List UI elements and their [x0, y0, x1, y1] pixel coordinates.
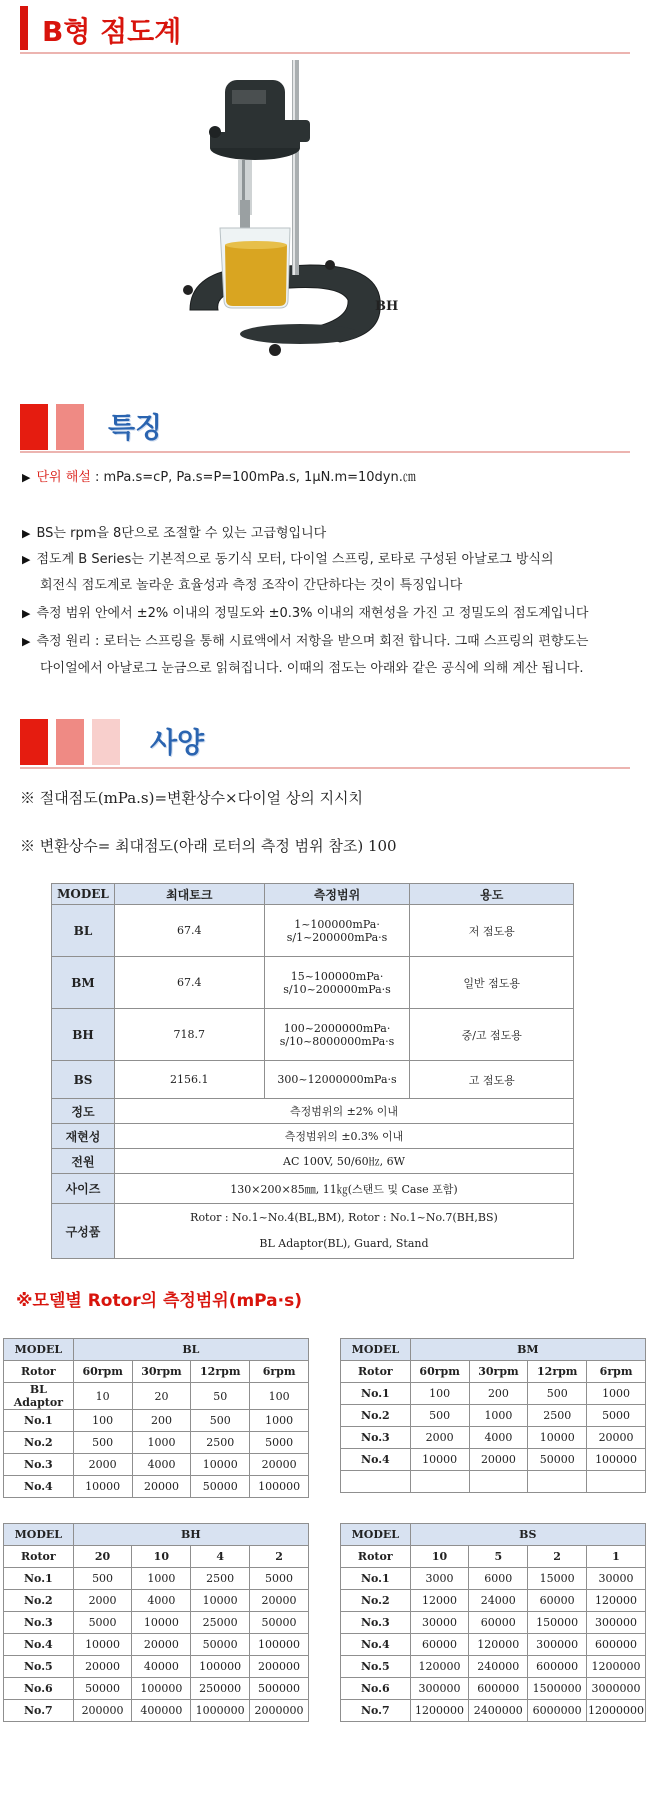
rotor-name-cell: No.1 — [4, 1410, 74, 1432]
rpm-cell: 60rpm — [73, 1361, 132, 1383]
rotor-row — [341, 1427, 646, 1449]
range-value-cell: 400000 — [132, 1700, 191, 1722]
range-value-cell: 30000 — [587, 1568, 646, 1590]
rotor-name-cell: No.3 — [4, 1612, 74, 1634]
range-value-cell: 20000 — [250, 1590, 309, 1612]
rpm-cell: 20 — [73, 1546, 132, 1568]
range-value-cell: 12000 — [410, 1590, 469, 1612]
range-value-cell: 20000 — [469, 1449, 528, 1471]
range-value-cell: 50000 — [191, 1476, 250, 1498]
rotor-label-cell: Rotor — [341, 1546, 411, 1568]
rotor-row — [341, 1700, 646, 1722]
col-range: 측정범위 — [264, 884, 410, 905]
rotor-row — [4, 1656, 309, 1678]
rotor-name-cell: No.7 — [341, 1700, 411, 1722]
rotor-name-cell: No.2 — [341, 1590, 411, 1612]
range-value-cell: 50000 — [191, 1634, 250, 1656]
rotor-row — [4, 1410, 309, 1432]
range-value-cell: 2000 — [73, 1590, 132, 1612]
range-value-cell: 10000 — [191, 1454, 250, 1476]
rotor-header-row — [4, 1339, 309, 1361]
col-use: 용도 — [410, 884, 574, 905]
range-value-cell: 600000 — [528, 1656, 587, 1678]
section-square-3 — [92, 719, 120, 765]
range-value-cell: 120000 — [469, 1634, 528, 1656]
range-value-cell: 500 — [191, 1410, 250, 1432]
rotor-row — [4, 1432, 309, 1454]
range-value-cell: 500 — [73, 1568, 132, 1590]
rpm-cell: 6rpm — [250, 1361, 309, 1383]
bullet-icon: ▶ — [22, 527, 31, 540]
rpm-cell: 12rpm — [191, 1361, 250, 1383]
range-value-cell: 4000 — [132, 1590, 191, 1612]
spec-extra-row: 사이즈 130×200×85㎜, 11㎏(스탠드 및 Case 포함) — [52, 1174, 574, 1204]
range-value-cell: 60000 — [410, 1634, 469, 1656]
range-value-cell: 2500 — [191, 1432, 250, 1454]
rotor-table-bh — [3, 1523, 309, 1722]
rpm-cell: 12rpm — [528, 1361, 587, 1383]
col-torque: 최대토크 — [114, 884, 264, 905]
model-name-cell: BS — [410, 1524, 645, 1546]
range-value-cell: 50000 — [528, 1449, 587, 1471]
rpm-cell: 5 — [469, 1546, 528, 1568]
range-value-cell: 1000000 — [191, 1700, 250, 1722]
rotor-name-cell: No.4 — [341, 1449, 411, 1471]
range-value-cell: 300000 — [587, 1612, 646, 1634]
range-value-cell: 15000 — [528, 1568, 587, 1590]
range-value-cell: 10000 — [191, 1590, 250, 1612]
model-name-cell: BL — [73, 1339, 308, 1361]
range-value-cell: 20000 — [250, 1454, 309, 1476]
range-value-cell: 5000 — [250, 1432, 309, 1454]
range-value-cell: 2000 — [410, 1427, 469, 1449]
range-value-cell: 1000 — [132, 1432, 191, 1454]
rotor-row — [4, 1700, 309, 1722]
range-value-cell: 200 — [132, 1410, 191, 1432]
range-value-cell: 50000 — [250, 1612, 309, 1634]
range-value-cell: 10000 — [73, 1634, 132, 1656]
range-value-cell: 24000 — [469, 1590, 528, 1612]
rotor-header-row — [4, 1524, 309, 1546]
rotor-row — [341, 1471, 646, 1493]
header-divider — [20, 52, 630, 54]
spec-table — [51, 883, 574, 1259]
rotor-rpm-row — [4, 1546, 309, 1568]
rotor-rpm-row — [341, 1546, 646, 1568]
feature-item: 다이얼에서 아날로그 눈금으로 읽혀집니다. 이때의 점도는 아래와 같은 공식에 의해 계산 됩니다. — [40, 661, 584, 676]
range-value-cell: 1000 — [250, 1410, 309, 1432]
range-value-cell: 10000 — [528, 1427, 587, 1449]
spec-title: 사양 — [150, 726, 205, 759]
range-value-cell: 50 — [191, 1383, 250, 1410]
range-value-cell: 60000 — [528, 1590, 587, 1612]
spec-row: BS 2156.1 300~12000000mPa·s 고 점도용 — [52, 1061, 574, 1099]
formula-conversion: ※ 변환상수= 최대점도(아래 로터의 측정 범위 참조) 100 — [20, 837, 397, 855]
range-value-cell: 4000 — [132, 1454, 191, 1476]
range-value-cell: 250000 — [191, 1678, 250, 1700]
rotor-name-cell: No.6 — [341, 1678, 411, 1700]
unit-label: 단위 해설 — [36, 470, 91, 485]
range-value-cell: 1200000 — [410, 1700, 469, 1722]
range-value-cell: 60000 — [469, 1612, 528, 1634]
model-label-cell: MODEL — [4, 1339, 74, 1361]
range-value-cell: 10 — [73, 1383, 132, 1410]
range-value-cell: 600000 — [587, 1634, 646, 1656]
spec-row: BL 67.4 1~100000mPa· s/1~200000mPa·s 저 점도용 — [52, 905, 574, 957]
rotor-label-cell: Rotor — [4, 1361, 74, 1383]
range-value-cell — [410, 1471, 469, 1493]
range-value-cell: 120000 — [587, 1590, 646, 1612]
range-value-cell: 100000 — [250, 1476, 309, 1498]
feature-item: 회전식 점도계로 놀라운 효율성과 측정 조작이 간단하다는 것이 특징입니다 — [40, 578, 463, 593]
range-value-cell: 500 — [528, 1383, 587, 1405]
rotor-name-cell: No.5 — [341, 1656, 411, 1678]
features-title: 특징 — [108, 411, 163, 444]
rpm-cell: 10 — [410, 1546, 469, 1568]
rotor-name-cell: No.3 — [341, 1612, 411, 1634]
model-label-cell: MODEL — [341, 1524, 411, 1546]
feature-item: ▶ 측정 원리 : 로터는 스프링을 통해 시료액에서 저항을 받으며 회전 합니다. 그때 스프링의 편향도는 — [22, 634, 589, 649]
rpm-cell: 2 — [250, 1546, 309, 1568]
range-value-cell: 20000 — [132, 1634, 191, 1656]
range-value-cell: 40000 — [132, 1656, 191, 1678]
range-value-cell: 200 — [469, 1383, 528, 1405]
range-value-cell: 10000 — [132, 1612, 191, 1634]
range-value-cell: 200000 — [250, 1656, 309, 1678]
rotor-table-bm — [340, 1338, 646, 1493]
rotor-label-cell: Rotor — [341, 1361, 411, 1383]
rotor-name-cell: No.2 — [4, 1590, 74, 1612]
range-value-cell — [587, 1471, 646, 1493]
range-value-cell: 20000 — [73, 1656, 132, 1678]
range-value-cell: 600000 — [469, 1678, 528, 1700]
rotor-name-cell: No.2 — [341, 1405, 411, 1427]
range-value-cell — [528, 1471, 587, 1493]
model-label-cell: MODEL — [4, 1524, 74, 1546]
range-value-cell: 1000 — [132, 1568, 191, 1590]
range-value-cell: 1000 — [587, 1383, 646, 1405]
unit-description — [22, 466, 416, 485]
rpm-cell: 1 — [587, 1546, 646, 1568]
viscometer-image — [180, 60, 470, 360]
range-value-cell: 1200000 — [587, 1656, 646, 1678]
section-square-1 — [20, 404, 48, 450]
range-value-cell: 2500 — [528, 1405, 587, 1427]
range-value-cell: 100000 — [191, 1656, 250, 1678]
rotor-name-cell: No.5 — [4, 1656, 74, 1678]
features-divider — [20, 451, 630, 453]
range-value-cell: 5000 — [587, 1405, 646, 1427]
range-value-cell: 300000 — [528, 1634, 587, 1656]
rotor-row — [341, 1656, 646, 1678]
range-value-cell: 1000 — [469, 1405, 528, 1427]
section-square-2 — [56, 719, 84, 765]
rotor-table-bl — [3, 1338, 309, 1498]
rotor-row — [341, 1590, 646, 1612]
range-value-cell: 2500 — [191, 1568, 250, 1590]
bullet-icon: ▶ — [22, 635, 31, 648]
rotor-header-row — [341, 1524, 646, 1546]
range-value-cell — [469, 1471, 528, 1493]
unit-text: : mPa.s=cP, Pa.s=P=100mPa.s, 1μN.m=10dyn.㎝ — [90, 470, 416, 485]
col-model: MODEL — [52, 884, 115, 905]
rotor-range-title: ※모델별 Rotor의 측정범위(mPa·s) — [16, 1291, 303, 1311]
rotor-rpm-row — [341, 1361, 646, 1383]
rotor-name-cell: No.3 — [4, 1454, 74, 1476]
rpm-cell: 30rpm — [469, 1361, 528, 1383]
range-value-cell: 100 — [73, 1410, 132, 1432]
rotor-name-cell: No.1 — [341, 1568, 411, 1590]
spec-extra-row: 정도 측정범위의 ±2% 이내 — [52, 1099, 574, 1124]
rotor-row — [341, 1634, 646, 1656]
rotor-row — [341, 1405, 646, 1427]
feature-item: ▶ BS는 rpm을 8단으로 조절할 수 있는 고급형입니다 — [22, 526, 327, 541]
rotor-name-cell: No.4 — [4, 1634, 74, 1656]
rotor-row — [4, 1476, 309, 1498]
rotor-name-cell: No.2 — [4, 1432, 74, 1454]
section-square-1 — [20, 719, 48, 765]
rotor-row — [341, 1612, 646, 1634]
range-value-cell: 20 — [132, 1383, 191, 1410]
product-model-label: BH — [375, 299, 399, 314]
model-name-cell: BH — [73, 1524, 308, 1546]
range-value-cell: 6000000 — [528, 1700, 587, 1722]
spec-extra-row: 재현성 측정범위의 ±0.3% 이내 — [52, 1124, 574, 1149]
header-accent-bar — [20, 6, 28, 50]
rotor-row — [4, 1678, 309, 1700]
rotor-name-cell: No.1 — [341, 1383, 411, 1405]
spec-row: BH 718.7 100~2000000mPa· s/10~8000000mPa·s 중/고 점도용 — [52, 1009, 574, 1061]
page-title: B형 점도계 — [42, 15, 182, 48]
range-value-cell: 20000 — [587, 1427, 646, 1449]
rotor-rpm-row — [4, 1361, 309, 1383]
section-square-2 — [56, 404, 84, 450]
spec-extra-row: 전원 AC 100V, 50/60㎐, 6W — [52, 1149, 574, 1174]
rotor-row — [341, 1568, 646, 1590]
range-value-cell: 20000 — [132, 1476, 191, 1498]
range-value-cell: 240000 — [469, 1656, 528, 1678]
rotor-name-cell: No.1 — [4, 1568, 74, 1590]
rotor-row — [341, 1383, 646, 1405]
rotor-row — [4, 1568, 309, 1590]
rpm-cell: 6rpm — [587, 1361, 646, 1383]
range-value-cell: 5000 — [250, 1568, 309, 1590]
range-value-cell: 120000 — [410, 1656, 469, 1678]
rotor-name-cell: No.4 — [4, 1476, 74, 1498]
range-value-cell: 10000 — [410, 1449, 469, 1471]
rotor-name-cell: No.6 — [4, 1678, 74, 1700]
range-value-cell: 30000 — [410, 1612, 469, 1634]
rotor-name-cell: BL Adaptor — [4, 1383, 74, 1410]
bullet-icon: ▶ — [22, 607, 31, 620]
formula-viscosity: ※ 절대점도(mPa.s)=변환상수×다이얼 상의 지시치 — [20, 789, 364, 807]
range-value-cell: 2400000 — [469, 1700, 528, 1722]
range-value-cell: 300000 — [410, 1678, 469, 1700]
rotor-row — [4, 1612, 309, 1634]
rotor-name-cell: No.4 — [341, 1634, 411, 1656]
range-value-cell: 100 — [250, 1383, 309, 1410]
rotor-row — [4, 1590, 309, 1612]
range-value-cell: 4000 — [469, 1427, 528, 1449]
rotor-name-cell — [341, 1471, 411, 1493]
rpm-cell: 60rpm — [410, 1361, 469, 1383]
range-value-cell: 3000000 — [587, 1678, 646, 1700]
range-value-cell: 2000 — [73, 1454, 132, 1476]
rpm-cell: 30rpm — [132, 1361, 191, 1383]
rpm-cell: 2 — [528, 1546, 587, 1568]
model-name-cell: BM — [410, 1339, 645, 1361]
range-value-cell: 100000 — [250, 1634, 309, 1656]
rotor-table-bs — [340, 1523, 646, 1722]
range-value-cell: 1500000 — [528, 1678, 587, 1700]
range-value-cell: 500 — [73, 1432, 132, 1454]
rpm-cell: 10 — [132, 1546, 191, 1568]
range-value-cell: 200000 — [73, 1700, 132, 1722]
range-value-cell: 50000 — [73, 1678, 132, 1700]
feature-item: ▶ 측정 범위 안에서 ±2% 이내의 정밀도와 ±0.3% 이내의 재현성을 가진 고 정밀도의 점도계입니다 — [22, 606, 589, 621]
range-value-cell: 100 — [410, 1383, 469, 1405]
feature-item: ▶ 점도계 B Series는 기본적으로 동기식 모터, 다이얼 스프링, 로타로 구성된 아날로그 방식의 — [22, 552, 554, 567]
range-value-cell: 6000 — [469, 1568, 528, 1590]
range-value-cell: 10000 — [73, 1476, 132, 1498]
spec-divider — [20, 767, 630, 769]
spec-composition-row: 구성품 Rotor : No.1~No.4(BL,BM), Rotor : No.1~No.7(BH,BS) BL Adaptor(BL), Guard, Stand — [52, 1204, 574, 1259]
range-value-cell: 3000 — [410, 1568, 469, 1590]
rotor-name-cell: No.3 — [341, 1427, 411, 1449]
rotor-row — [4, 1454, 309, 1476]
spec-header-row — [52, 884, 574, 905]
rotor-label-cell: Rotor — [4, 1546, 74, 1568]
rotor-row — [341, 1449, 646, 1471]
bullet-icon: ▶ — [22, 471, 31, 484]
range-value-cell: 150000 — [528, 1612, 587, 1634]
rotor-name-cell: No.7 — [4, 1700, 74, 1722]
bullet-icon: ▶ — [22, 553, 31, 566]
range-value-cell: 500000 — [250, 1678, 309, 1700]
spec-row: BM 67.4 15~100000mPa· s/10~200000mPa·s 일반 점도용 — [52, 957, 574, 1009]
range-value-cell: 5000 — [73, 1612, 132, 1634]
range-value-cell: 100000 — [132, 1678, 191, 1700]
model-label-cell: MODEL — [341, 1339, 411, 1361]
range-value-cell: 25000 — [191, 1612, 250, 1634]
range-value-cell: 12000000 — [587, 1700, 646, 1722]
rotor-row — [4, 1383, 309, 1410]
rpm-cell: 4 — [191, 1546, 250, 1568]
rotor-row — [341, 1678, 646, 1700]
rotor-header-row — [341, 1339, 646, 1361]
rotor-row — [4, 1634, 309, 1656]
range-value-cell: 100000 — [587, 1449, 646, 1471]
range-value-cell: 500 — [410, 1405, 469, 1427]
range-value-cell: 2000000 — [250, 1700, 309, 1722]
